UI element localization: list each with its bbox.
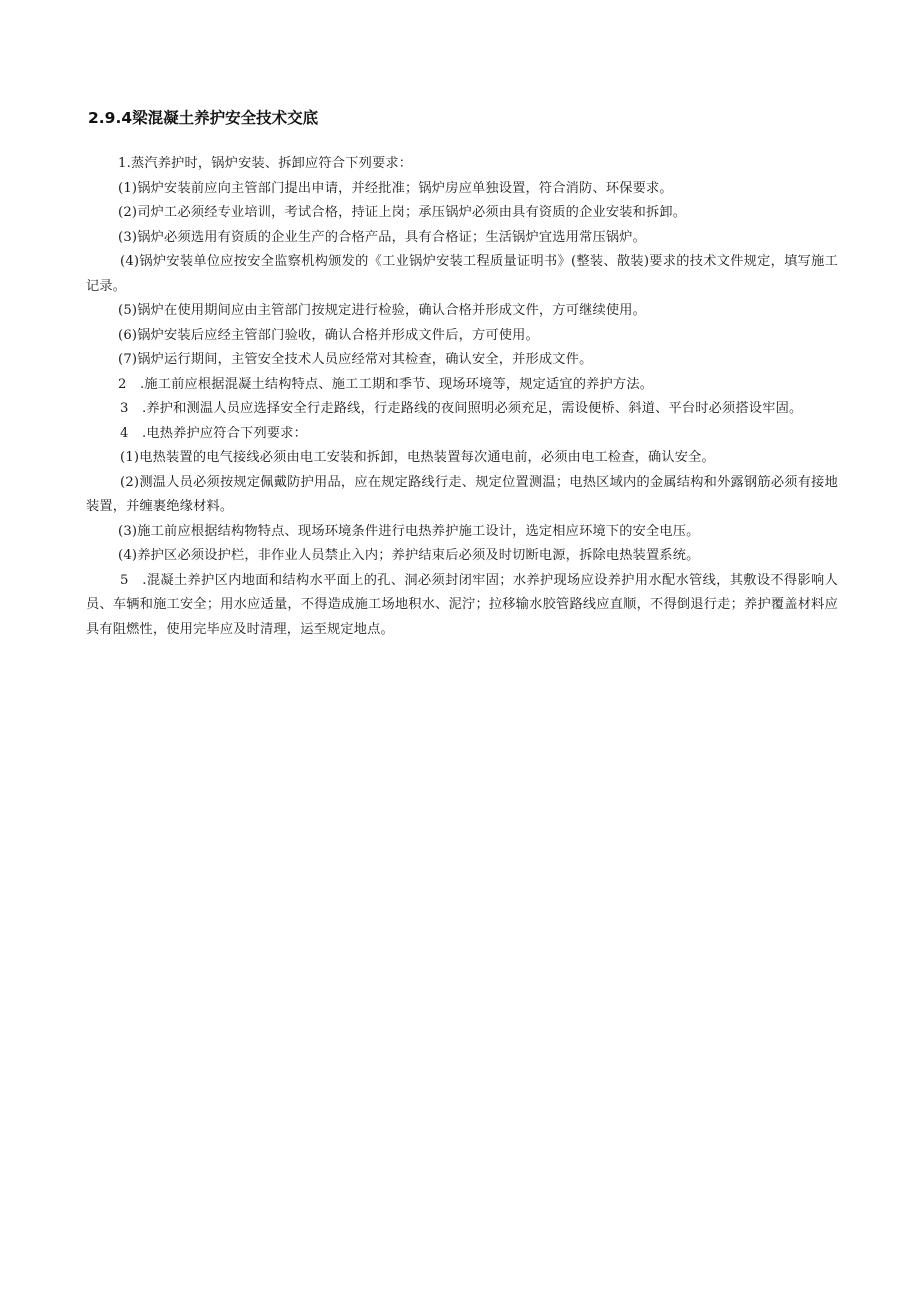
document-body	[86, 104, 838, 642]
paragraph: (5)锅炉在使用期间应由主管部门按规定进行检验，确认合格并形成文件，方可继续使用。	[118, 303, 647, 318]
paragraph: (1)电热装置的电气接线必须由电工安装和拆卸，电热装置每次通电前，必须由电工检查，确认安全。	[120, 450, 715, 465]
paragraph: 2 .施工前应根据混凝土结构特点、施工工期和季节、现场环境等，规定适宜的养护方法。	[118, 376, 654, 392]
paragraph: (2)测温人员必须按规定佩戴防护用品，应在规定路线行走、规定位置测温；电热区域内的金属结构和外露钢筋必须有接地装置，并缠裹绝缘材料。	[86, 474, 838, 514]
paragraph: (4)锅炉安装单位应按安全监察机构颁发的《工业锅炉安装工程质量证明书》(整装、散装)要求的技术文件规定，填写施工记录。	[86, 254, 838, 294]
paragraph: 3 .养护和测温人员应选择安全行走路线，行走路线的夜间照明必须充足，需设便桥、斜道、平台时必须搭设牢固。	[120, 401, 803, 416]
paragraph: 4 .电热养护应符合下列要求：	[120, 425, 308, 441]
paragraph: (3)施工前应根据结构物特点、现场环境条件进行电热养护施工设计，选定相应环境下的安全电压。	[118, 523, 700, 539]
paragraph: (2)司炉工必须经专业培训，考试合格，持证上岗；承压锅炉必须由具有资质的企业安装和拆卸。	[118, 205, 687, 220]
paragraph: 5 .混凝土养护区内地面和结构水平面上的孔、洞必须封闭牢固；水养护现场应设养护用水配水管线，其敷设不得影响人员、车辆和施工安全；用水应适量，不得造成施工场地积水、泥泞；拉移输水胶管路线应直顺，不得倒退行走；养护覆盖材料应具有阻燃性，使用完毕应及时清理，运至规定地点。	[86, 572, 838, 637]
paragraph: (3)锅炉必须选用有资质的企业生产的合格产品，具有合格证；生活锅炉宜选用常压锅炉。	[118, 229, 647, 245]
paragraph: (6)锅炉安装后应经主管部门验收，确认合格并形成文件后，方可使用。	[118, 327, 539, 343]
section-title: 2.9.4梁混凝土养护安全技术交底	[88, 109, 319, 127]
paragraph: (7)锅炉运行期间，主管安全技术人员应经常对其检查，确认安全，并形成文件。	[118, 352, 593, 367]
paragraph: 1.蒸汽养护时，锅炉安装、拆卸应符合下列要求：	[118, 156, 413, 171]
paragraph: (1)锅炉安装前应向主管部门提出申请，并经批准；锅炉房应单独设置，符合消防、环保要求。	[118, 180, 673, 196]
paragraph: (4)养护区必须设护栏，非作业人员禁止入内；养护结束后必须及时切断电源，拆除电热装置系统。	[118, 548, 700, 563]
